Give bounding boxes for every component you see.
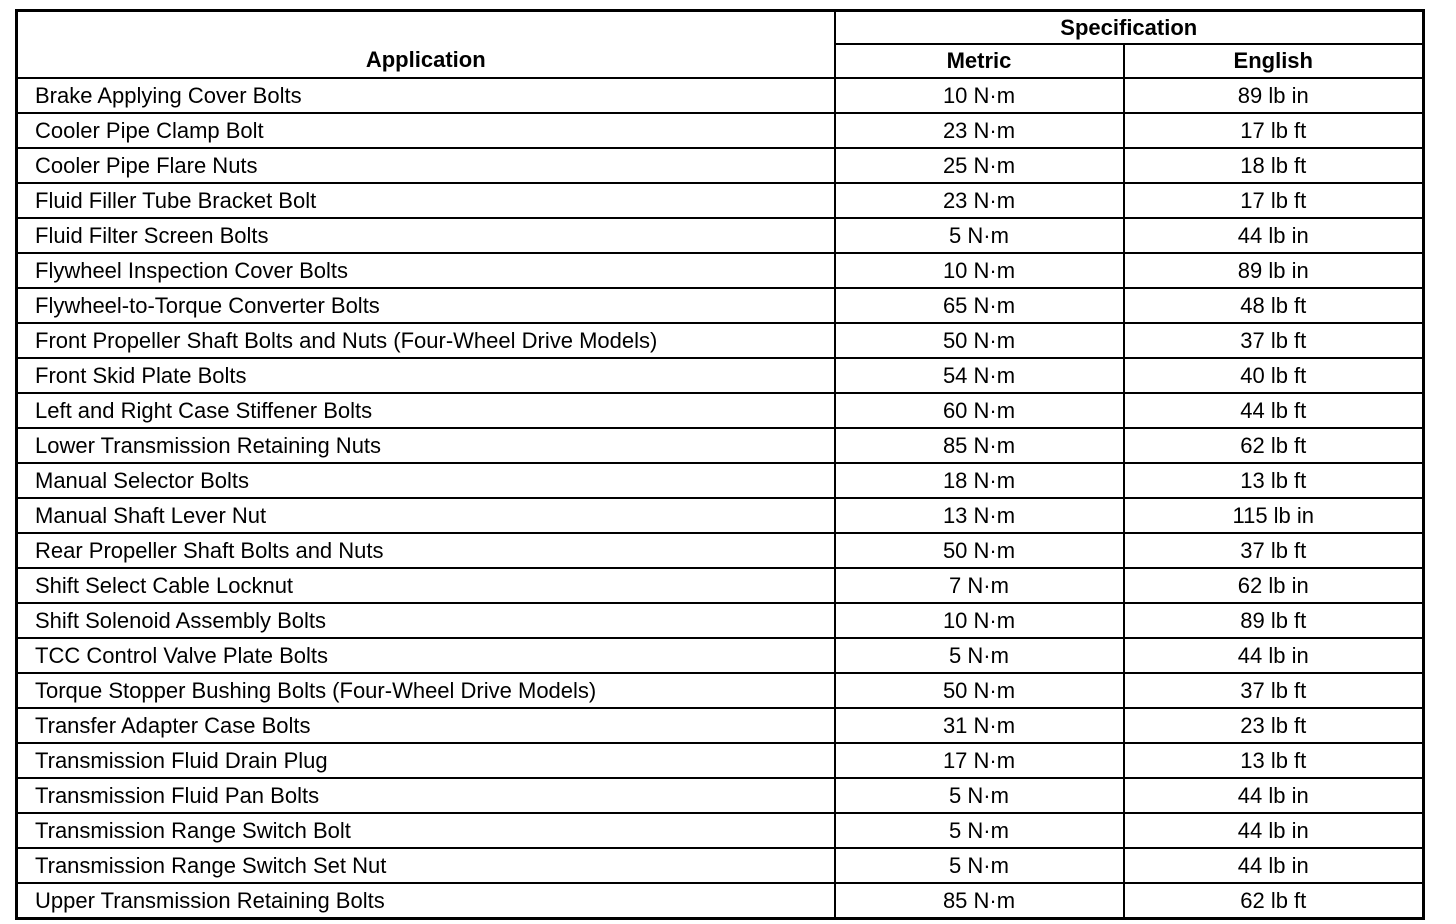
table-row [17, 428, 1424, 463]
metric-cell: 5 N·m [835, 218, 1124, 253]
metric-cell: 85 N·m [835, 883, 1124, 919]
table-row [17, 288, 1424, 323]
table-row [17, 113, 1424, 148]
application-cell: Torque Stopper Bushing Bolts (Four-Wheel Drive Models) [17, 673, 835, 708]
table-row [17, 393, 1424, 428]
table-row [17, 743, 1424, 778]
application-cell: Manual Selector Bolts [17, 463, 835, 498]
application-cell: Fluid Filler Tube Bracket Bolt [17, 183, 835, 218]
english-cell: 44 lb in [1124, 218, 1424, 253]
english-cell: 13 lb ft [1124, 463, 1424, 498]
english-cell: 48 lb ft [1124, 288, 1424, 323]
application-cell: Transmission Fluid Drain Plug [17, 743, 835, 778]
metric-cell: 5 N·m [835, 813, 1124, 848]
metric-cell: 10 N·m [835, 603, 1124, 638]
metric-cell: 17 N·m [835, 743, 1124, 778]
table-row [17, 568, 1424, 603]
english-cell: 18 lb ft [1124, 148, 1424, 183]
application-cell: Left and Right Case Stiffener Bolts [17, 393, 835, 428]
metric-cell: 5 N·m [835, 778, 1124, 813]
english-cell: 89 lb in [1124, 78, 1424, 113]
english-cell: 115 lb in [1124, 498, 1424, 533]
table-row [17, 848, 1424, 883]
table-row [17, 673, 1424, 708]
english-cell: 62 lb ft [1124, 428, 1424, 463]
metric-cell: 7 N·m [835, 568, 1124, 603]
metric-cell: 65 N·m [835, 288, 1124, 323]
metric-cell: 13 N·m [835, 498, 1124, 533]
english-cell: 17 lb ft [1124, 183, 1424, 218]
metric-cell: 23 N·m [835, 113, 1124, 148]
application-cell: Flywheel Inspection Cover Bolts [17, 253, 835, 288]
table-row [17, 78, 1424, 113]
application-cell: TCC Control Valve Plate Bolts [17, 638, 835, 673]
fastener-specification-table [15, 9, 1425, 920]
english-cell: 44 lb in [1124, 813, 1424, 848]
metric-cell: 50 N·m [835, 673, 1124, 708]
metric-cell: 18 N·m [835, 463, 1124, 498]
metric-cell: 25 N·m [835, 148, 1124, 183]
table-row [17, 148, 1424, 183]
metric-cell: 10 N·m [835, 253, 1124, 288]
application-cell: Manual Shaft Lever Nut [17, 498, 835, 533]
application-cell: Transmission Fluid Pan Bolts [17, 778, 835, 813]
application-cell: Cooler Pipe Flare Nuts [17, 148, 835, 183]
english-header: English [1124, 44, 1424, 78]
table-row [17, 533, 1424, 568]
table-row [17, 603, 1424, 638]
english-cell: 62 lb ft [1124, 883, 1424, 919]
metric-cell: 31 N·m [835, 708, 1124, 743]
table-row [17, 498, 1424, 533]
header-row-top [17, 11, 1424, 45]
table-row [17, 218, 1424, 253]
application-header: Application [17, 11, 835, 79]
metric-header: Metric [835, 44, 1124, 78]
metric-cell: 85 N·m [835, 428, 1124, 463]
table-body [17, 78, 1424, 919]
metric-cell: 5 N·m [835, 848, 1124, 883]
application-cell: Brake Applying Cover Bolts [17, 78, 835, 113]
application-cell: Transmission Range Switch Set Nut [17, 848, 835, 883]
table-row [17, 638, 1424, 673]
table-row [17, 323, 1424, 358]
english-cell: 40 lb ft [1124, 358, 1424, 393]
metric-cell: 23 N·m [835, 183, 1124, 218]
table-row [17, 253, 1424, 288]
english-cell: 89 lb in [1124, 253, 1424, 288]
english-cell: 23 lb ft [1124, 708, 1424, 743]
application-cell: Upper Transmission Retaining Bolts [17, 883, 835, 919]
table-row [17, 463, 1424, 498]
english-cell: 44 lb ft [1124, 393, 1424, 428]
english-cell: 37 lb ft [1124, 533, 1424, 568]
english-cell: 44 lb in [1124, 848, 1424, 883]
english-cell: 44 lb in [1124, 778, 1424, 813]
application-cell: Lower Transmission Retaining Nuts [17, 428, 835, 463]
table-row [17, 708, 1424, 743]
metric-cell: 60 N·m [835, 393, 1124, 428]
application-cell: Shift Select Cable Locknut [17, 568, 835, 603]
metric-cell: 50 N·m [835, 533, 1124, 568]
application-cell: Cooler Pipe Clamp Bolt [17, 113, 835, 148]
metric-cell: 54 N·m [835, 358, 1124, 393]
table-row [17, 778, 1424, 813]
metric-cell: 50 N·m [835, 323, 1124, 358]
application-cell: Front Propeller Shaft Bolts and Nuts (Four-Wheel Drive Models) [17, 323, 835, 358]
table-header [17, 11, 1424, 79]
english-cell: 37 lb ft [1124, 673, 1424, 708]
application-cell: Shift Solenoid Assembly Bolts [17, 603, 835, 638]
table-row [17, 883, 1424, 919]
application-cell: Transfer Adapter Case Bolts [17, 708, 835, 743]
application-cell: Front Skid Plate Bolts [17, 358, 835, 393]
application-cell: Transmission Range Switch Bolt [17, 813, 835, 848]
metric-cell: 5 N·m [835, 638, 1124, 673]
specification-header: Specification [835, 11, 1424, 45]
application-cell: Flywheel-to-Torque Converter Bolts [17, 288, 835, 323]
english-cell: 62 lb in [1124, 568, 1424, 603]
application-cell: Fluid Filter Screen Bolts [17, 218, 835, 253]
english-cell: 17 lb ft [1124, 113, 1424, 148]
table-row [17, 813, 1424, 848]
table-row [17, 183, 1424, 218]
metric-cell: 10 N·m [835, 78, 1124, 113]
english-cell: 37 lb ft [1124, 323, 1424, 358]
application-cell: Rear Propeller Shaft Bolts and Nuts [17, 533, 835, 568]
table-row [17, 358, 1424, 393]
english-cell: 13 lb ft [1124, 743, 1424, 778]
english-cell: 89 lb ft [1124, 603, 1424, 638]
english-cell: 44 lb in [1124, 638, 1424, 673]
